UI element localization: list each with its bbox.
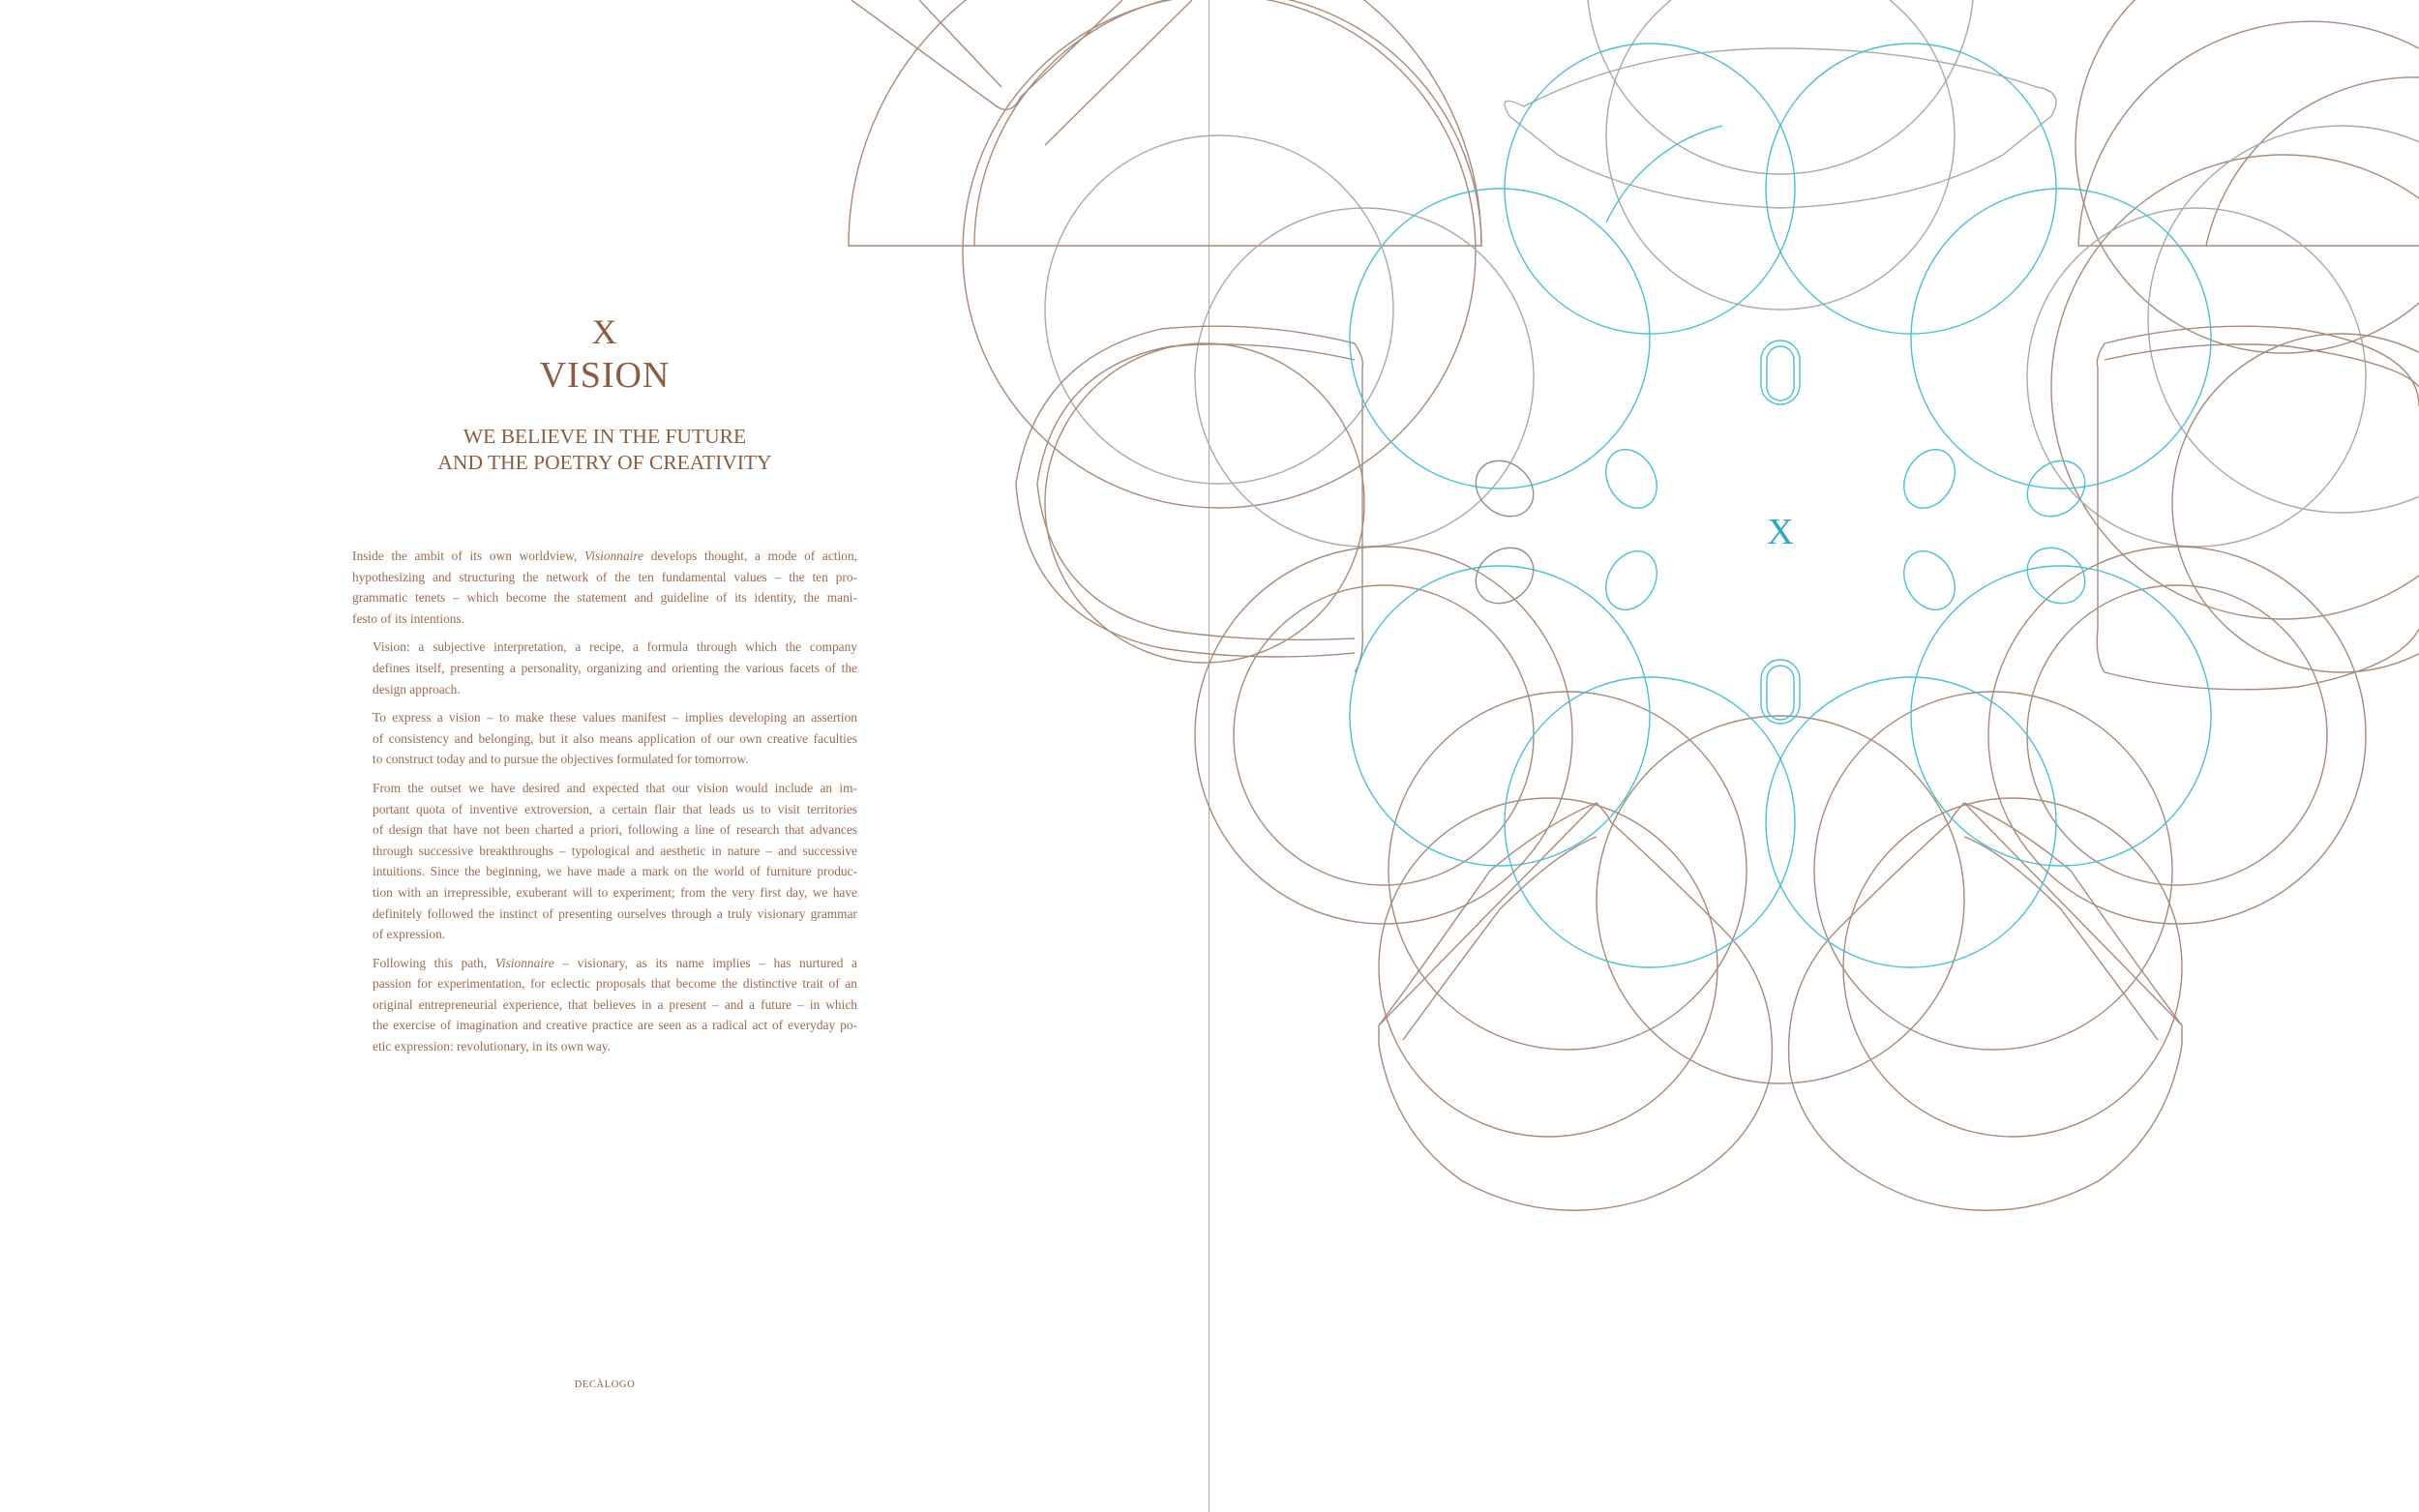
text-line: of consistency and belonging, but it also means application of our own creative faculties — [373, 730, 857, 746]
text-line: the exercise of imagination and creative practice are seen as a radical act of everyday po- — [373, 1018, 857, 1033]
text-line: through successive breakthroughs – typological and aesthetic in nature – and successive — [373, 843, 857, 858]
rings-grey — [1045, 0, 2419, 547]
text-line: etic expression: revolutionary, in its own way. — [373, 1039, 611, 1054]
chair-outline-top-right — [2051, 0, 2419, 619]
text-line: festo of its intentions. — [352, 610, 465, 626]
text-line: definitely followed the instinct of presenting ourselves through a truly visionary grammar — [373, 905, 857, 921]
text-line: Vision: a subjective interpretation, a recipe, a formula through which the company — [373, 639, 857, 655]
chair-outline-top-left — [849, 0, 1481, 508]
text-line: design approach. — [373, 681, 461, 697]
text-line: passion for experimentation, for eclectic proposals that become the distinctive trait of an — [373, 976, 857, 992]
text-line: Inside the ambit of its own worldview, Visionnaire develops thought, a mode of action, — [352, 548, 857, 563]
text-line: to construct today and to pursue the objectives formulated for tomorrow. — [373, 752, 749, 767]
text-line: original entrepreneurial experience, that believes in a present – and a future – in which — [373, 996, 857, 1012]
text-line: To express a vision – to make these values manifest – implies developing an assertion — [373, 710, 857, 726]
text-line: tion with an irrepressible, exuberant will to experiment; from the very first day, we have — [373, 884, 857, 900]
text-line: intuitions. Since the beginning, we have made a mark on the world of furniture produc- — [373, 864, 857, 879]
brand-name: Visionnaire — [494, 955, 554, 970]
text-line: of expression. — [373, 927, 446, 942]
rosette-cyan — [1350, 44, 2211, 967]
chair-outline-left — [1016, 326, 1572, 924]
text-line: From the outset we have desired and expected that our vision would include an im- — [373, 780, 857, 795]
chapter-title: VISION — [539, 355, 671, 396]
text-line: hypothesizing and structuring the network of the ten fundamental values – the ten pro- — [352, 569, 857, 584]
subtitle-line: AND THE POETRY OF CREATIVITY — [437, 451, 772, 474]
folio: DECÀLOGO — [574, 1379, 636, 1390]
brand-name: Visionnaire — [584, 548, 644, 563]
subtitle-line: WE BELIEVE IN THE FUTURE — [463, 425, 747, 448]
text-line: grammatic tenets – which become the statement and guideline of its identity, the mani- — [352, 590, 857, 606]
text-line: Following this path, Visionnaire – visionary, as its name implies – has nurtured a — [373, 955, 857, 970]
text-line: portant quota of inventive extroversion, a certain flair that leads us to visit territories — [373, 801, 857, 816]
text-line: defines itself, presenting a personality, organizing and orienting the various facets of the — [373, 660, 857, 675]
center-chapter-mark: X — [1767, 512, 1794, 552]
chapter-number: X — [591, 312, 618, 351]
chair-outline-bottom — [1379, 692, 2182, 1210]
text-line: of design that have not been charted a priori, following a line of research that advances — [373, 822, 857, 838]
